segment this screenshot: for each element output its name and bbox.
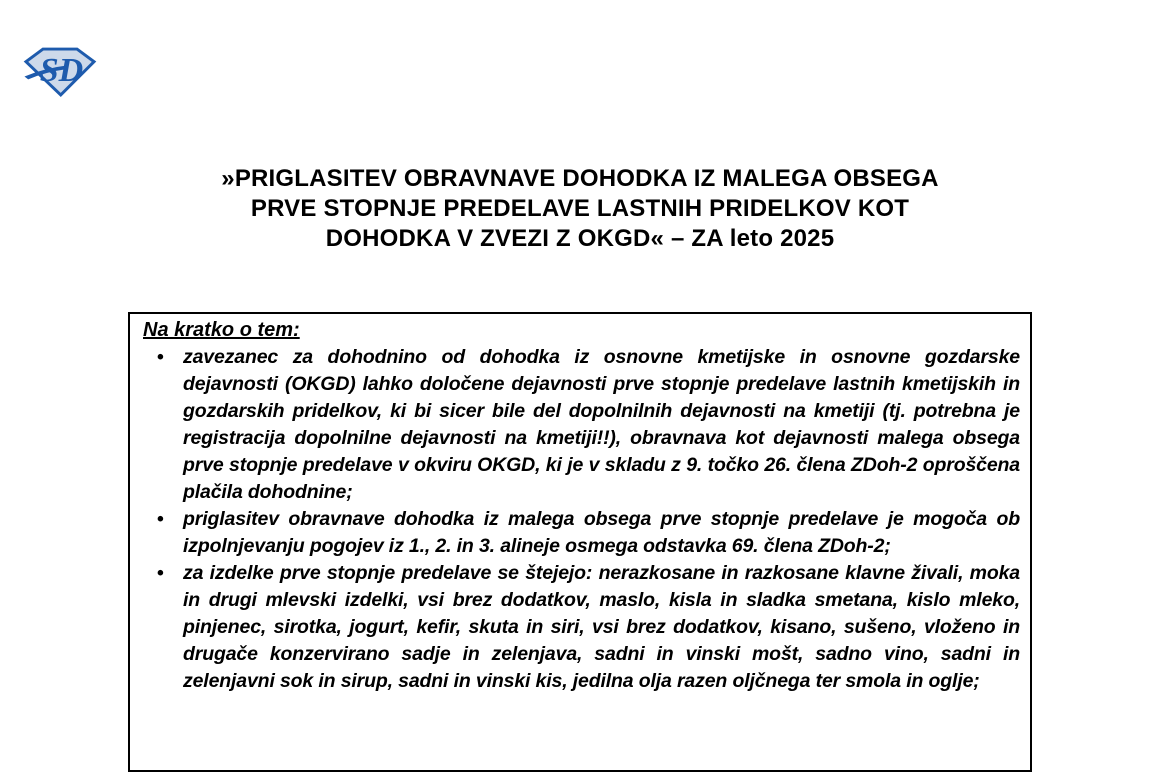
document-title	[128, 164, 1032, 254]
sd-shield-logo	[23, 46, 97, 98]
title-line-1: »PRIGLASITEV OBRAVNAVE DOHODKA IZ MALEGA OBSEGA	[221, 165, 939, 192]
summary-box-heading: Na kratko o tem:	[143, 319, 300, 341]
summary-bullet-list	[143, 344, 1020, 695]
title-line-2: PRVE STOPNJE PREDELAVE LASTNIH PRIDELKOV KOT	[250, 195, 910, 222]
title-line-3: DOHODKA V ZVEZI Z OKGD« – ZA leto 2025	[325, 225, 835, 252]
summary-box	[128, 312, 1032, 772]
bullet-item-2: • priglasitev obravnave dohodka iz malega obsega prve stopnje predelave je mogoča ob izpolnjevanju pogojev iz 1., 2. in 3. alineje osmega odstavka 69. člena ZDoh-2;	[183, 506, 1020, 560]
bullet-item-3: • za izdelke prve stopnje predelave se štejejo: nerazkosane in razkosane klavne živali, moka in drugi mlevski izdelki, vsi brez dodatkov, maslo, kisla in sladka smetana, kislo mleko, pinjenec, sirotka, jogurt, kefir, skuta in siri, vsi brez dodatkov, kisano, sušeno, vloženo in drugače konzervirano sadje in zelenjava, sadni in vinski mošt, sadno vino, sadni in zelenjavni sok in sirup, sadni in vinski kis, jedilna olja razen oljčnega ter smola in oglje;	[183, 560, 1020, 695]
bullet-item-1: • zavezanec za dohodnino od dohodka iz osnovne kmetijske in osnovne gozdarske dejavnosti (OKGD) lahko določene dejavnosti prve stopnje predelave lastnih kmetijskih in gozdarskih pridelkov, ki bi sicer bile del dopolnilnih dejavnosti na kmetiji (tj. potrebna je registracija dopolnilne dejavnosti na kmetiji!!), obravnava kot dejavnosti malega obsega prve stopnje predelave v okviru OKGD, ki je v skladu z 9. točko 26. člena ZDoh-2 oproščena plačila dohodnine;	[183, 344, 1020, 506]
logo-initials: SD	[39, 51, 84, 89]
